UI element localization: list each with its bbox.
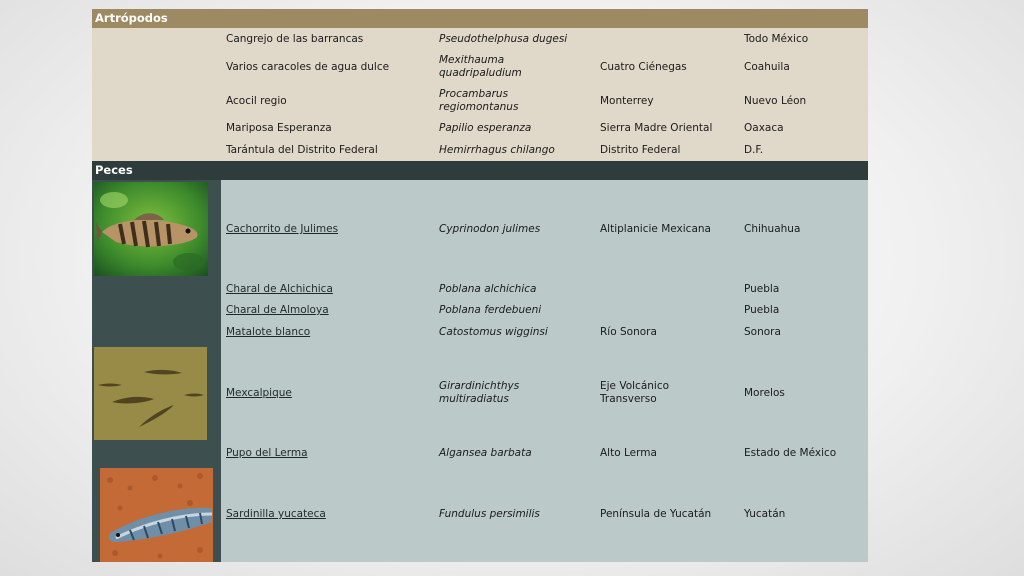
row-state: Chihuahua — [744, 223, 801, 235]
row-state: Sonora — [744, 326, 781, 338]
row-state: Morelos — [744, 387, 785, 399]
species-link-matalote-blanco[interactable]: Matalote blanco — [226, 326, 311, 338]
row-region: Cuatro Ciénegas — [600, 61, 687, 73]
row-region: Distrito Federal — [600, 144, 681, 156]
row-scientific-name: Pseudothelphusa dugesi — [439, 33, 568, 45]
row-region: Altiplanicie Mexicana — [600, 223, 711, 235]
row-name: Mariposa Esperanza — [226, 122, 332, 134]
row-state: Estado de México — [744, 447, 837, 459]
row-scientific-name: Algansea barbata — [439, 447, 532, 459]
species-link-charal-de-alchichica[interactable]: Charal de Alchichica — [226, 283, 333, 295]
row-state: Yucatán — [744, 508, 786, 520]
row-scientific-name: Hemirrhagus chilango — [439, 144, 555, 156]
row-name: Tarántula del Distrito Federal — [226, 144, 378, 156]
species-link-pupo-del-lerma[interactable]: Pupo del Lerma — [226, 447, 308, 459]
row-scientific-name: Papilio esperanza — [439, 122, 532, 134]
species-link-cachorrito-de-julimes[interactable]: Cachorrito de Julimes — [226, 223, 339, 235]
cachorrito-photo — [94, 182, 208, 276]
row-region: Alto Lerma — [600, 447, 657, 459]
sardinilla-photo — [100, 468, 213, 562]
species-link-mexcalpique[interactable]: Mexcalpique — [226, 387, 292, 399]
row-region: Eje Volcánico Transverso — [600, 380, 670, 405]
species-link-sardinilla-yucateca[interactable]: Sardinilla yucateca — [226, 508, 326, 520]
species-table — [92, 9, 868, 562]
row-region: Monterrey — [600, 95, 654, 107]
row-state: Puebla — [744, 283, 780, 295]
row-state: Oaxaca — [744, 122, 784, 134]
row-region: Península de Yucatán — [600, 508, 712, 520]
row-scientific-name: Procambarus regiomontanus — [439, 88, 519, 113]
section-header-peces: Peces — [92, 161, 868, 180]
row-scientific-name: Poblana alchichica — [439, 283, 537, 295]
row-region: Río Sonora — [600, 326, 657, 338]
row-state: Coahuila — [744, 61, 790, 73]
row-scientific-name: Girardinichthys multiradiatus — [439, 380, 520, 405]
row-state: Puebla — [744, 304, 780, 316]
row-scientific-name: Mexithauma quadripaludium — [439, 54, 522, 79]
row-name: Acocil regio — [226, 95, 287, 107]
row-name: Varios caracoles de agua dulce — [226, 61, 390, 73]
row-region: Sierra Madre Oriental — [600, 122, 713, 134]
mexcalpique-photo — [94, 347, 207, 440]
section-header-artropodos: Artrópodos — [92, 9, 868, 28]
row-scientific-name: Fundulus persimilis — [439, 508, 540, 520]
row-name: Cangrejo de las barrancas — [226, 33, 364, 45]
row-state: Todo México — [744, 33, 809, 45]
row-scientific-name: Catostomus wigginsi — [439, 326, 548, 338]
row-scientific-name: Cyprinodon julimes — [439, 223, 541, 235]
species-link-charal-de-almoloya[interactable]: Charal de Almoloya — [226, 304, 329, 316]
row-state: D.F. — [744, 144, 764, 156]
row-state: Nuevo Léon — [744, 95, 807, 107]
row-scientific-name: Poblana ferdebueni — [439, 304, 542, 316]
